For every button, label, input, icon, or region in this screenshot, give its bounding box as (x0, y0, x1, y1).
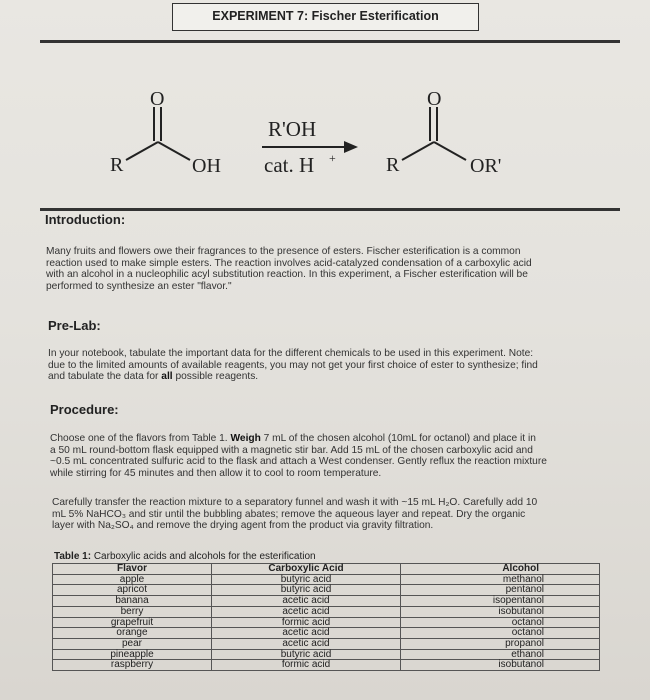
product-or-label: OR' (470, 155, 502, 177)
procedure-line: ~0.5 mL concentrated sulfuric acid to the flask and attach a West condenser. Gently reflux the reaction mixture (50, 456, 547, 468)
table-row (53, 638, 600, 649)
introduction-line: with an alcohol in a nucleophilic acyl substitution reaction. In this experiment, a Fischer esterification will be (46, 269, 528, 281)
prelab-heading: Pre-Lab: (48, 318, 101, 333)
procedure-paragraph-2 (52, 497, 602, 532)
alcohol-cell: octanol (401, 628, 600, 639)
procedure-line: mL 5% NaHCO₃ and stir until the bubbling abates; remove the aqueous layer and repeat. Dry the organic (52, 508, 526, 520)
flavor-cell: apple (53, 574, 212, 585)
reagent-catalyst-charge: + (329, 151, 336, 165)
reactant-oxygen-label: O (150, 88, 165, 110)
acid-cell: acetic acid (212, 638, 401, 649)
flavor-cell: raspberry (53, 660, 212, 671)
flavor-cell: pear (53, 638, 212, 649)
alcohol-cell: isobutanol (401, 606, 600, 617)
introduction-line: performed to synthesize an ester "flavor." (46, 280, 232, 292)
top-divider (40, 40, 620, 43)
product-r-label: R (386, 154, 400, 176)
acid-cell: butyric acid (212, 574, 401, 585)
acid-cell: butyric acid (212, 649, 401, 660)
prelab-emphasis: all (161, 371, 173, 383)
prelab-line (48, 371, 598, 383)
flavor-cell: apricot (53, 585, 212, 596)
table-row (53, 596, 600, 607)
alcohol-cell: isopentanol (401, 596, 600, 607)
alcohol-cell: isobutanol (401, 660, 600, 671)
flavor-cell: berry (53, 606, 212, 617)
procedure-paragraph-1 (50, 433, 600, 479)
table-row (53, 606, 600, 617)
acid-cell: acetic acid (212, 596, 401, 607)
procedure-line: Carefully transfer the reaction mixture to a separatory funnel and wash it with ~15 mL H₂O. Carefully add 10 (52, 497, 538, 508)
esterification-table (52, 563, 600, 671)
flavor-cell: banana (53, 596, 212, 607)
acid-cell: formic acid (212, 660, 401, 671)
table-caption-label: Table 1: (54, 551, 92, 562)
acid-cell: acetic acid (212, 606, 401, 617)
table-row (53, 574, 600, 585)
prelab-line-text: possible reagents. (172, 371, 259, 383)
column-header-alcohol: Alcohol (401, 564, 600, 575)
scheme-divider (40, 208, 620, 211)
alcohol-cell: ethanol (401, 649, 600, 660)
acid-cell: acetic acid (212, 628, 401, 639)
table-header-row (53, 564, 600, 575)
reagent-catalyst-label: cat. H (264, 153, 315, 177)
introduction-line: Many fruits and flowers owe their fragrances to the presence of esters. Fischer esterification is a common (46, 246, 521, 257)
procedure-line-text: 7 mL of the chosen alcohol (10mL for octanol) and place it in (260, 433, 536, 444)
alcohol-cell: propanol (401, 638, 600, 649)
reagent-alcohol-label: R'OH (268, 117, 317, 141)
table-caption-text: Carboxylic acids and alcohols for the esterification (91, 551, 316, 562)
prelab-paragraph (48, 348, 598, 383)
procedure-line: while stirring for 45 minutes and then allow it to cool to room temperature. (50, 467, 382, 479)
flavor-cell: pineapple (53, 649, 212, 660)
prelab-line: due to the limited amounts of available reagents, you may not get your first choice of ester to synthesize; find (48, 359, 538, 371)
prelab-line: In your notebook, tabulate the important data for the different chemicals to be used in this experiment. Note: (48, 348, 534, 359)
table-row (53, 649, 600, 660)
page-title: EXPERIMENT 7: Fischer Esterification (172, 3, 479, 31)
table-row (53, 617, 600, 628)
product-oxygen-label: O (427, 88, 442, 110)
column-header-flavor: Flavor (53, 564, 212, 575)
introduction-paragraph (46, 246, 596, 292)
procedure-line-text: Choose one of the flavors from Table 1. (50, 433, 231, 444)
table-caption (54, 551, 316, 562)
introduction-line: reaction used to make simple esters. The reaction involves acid-catalyzed condensation of a carboxylic acid (46, 257, 532, 269)
flavor-cell: grapefruit (53, 617, 212, 628)
table-row (53, 660, 600, 671)
flavor-cell: orange (53, 628, 212, 639)
procedure-line (50, 433, 600, 445)
acid-cell: formic acid (212, 617, 401, 628)
alcohol-cell: octanol (401, 617, 600, 628)
procedure-emphasis: Weigh (230, 433, 261, 444)
table-row (53, 628, 600, 639)
prelab-line-text: and tabulate the data for (48, 371, 162, 383)
alcohol-cell: pentanol (401, 585, 600, 596)
reactant-r-label: R (110, 154, 124, 176)
reactant-oh-label: OH (192, 155, 221, 177)
column-header-carboxylic-acid: Carboxylic Acid (212, 564, 401, 575)
procedure-line: layer with Na₂SO₄ and remove the drying agent from the product via gravity filtration. (52, 520, 434, 532)
reaction-scheme (0, 45, 650, 205)
procedure-heading: Procedure: (50, 402, 119, 417)
alcohol-cell: methanol (401, 574, 600, 585)
introduction-heading: Introduction: (45, 212, 126, 227)
acid-cell: butyric acid (212, 585, 401, 596)
table-row (53, 585, 600, 596)
procedure-line: a 50 mL round-bottom flask equipped with a magnetic stir bar. Add 15 mL of the chosen carboxylic acid and (50, 444, 533, 456)
